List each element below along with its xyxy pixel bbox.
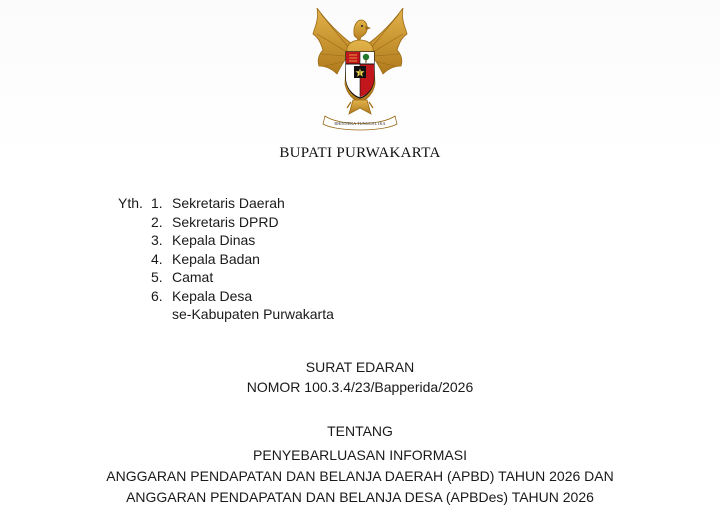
list-number: 2. (151, 213, 163, 230)
list-item (151, 231, 411, 250)
about-label: TENTANG (327, 423, 393, 439)
emblem-motto: BHINNEKA TUNGGAL IKA (334, 121, 386, 126)
subject-line: ANGGARAN PENDAPATAN DAN BELANJA DESA (APBDes) TAHUN 2026 (126, 489, 594, 505)
recipient-text: Camat (172, 269, 214, 285)
list-item (151, 287, 411, 306)
regent-title: BUPATI PURWAKARTA (279, 145, 441, 161)
subject-line: PENYEBARLUASAN INFORMASI (253, 447, 467, 463)
recipient-list (151, 194, 411, 305)
addressee-label: Yth. (118, 195, 143, 211)
garuda-emblem-icon (305, 4, 415, 136)
list-item (151, 250, 411, 269)
recipient-text: Sekretaris Daerah (172, 195, 285, 211)
recipient-text: Kepala Desa (172, 287, 253, 304)
list-number: 6. (151, 287, 163, 304)
recipient-text: Kepala Dinas (172, 232, 256, 248)
list-number: 3. (151, 232, 163, 248)
circular-number: NOMOR 100.3.4/23/Bapperida/2026 (246, 379, 474, 395)
circular-title: SURAT EDARAN (305, 359, 415, 375)
list-number: 4. (151, 250, 163, 267)
list-item (151, 213, 411, 232)
list-number: 5. (151, 269, 163, 285)
recipient-text: Sekretaris DPRD (172, 213, 279, 230)
list-item (151, 268, 411, 287)
recipient-text: Kepala Badan (172, 250, 260, 267)
list-number: 1. (151, 195, 163, 211)
list-item (151, 194, 411, 213)
subject-line: ANGGARAN PENDAPATAN DAN BELANJA DAERAH (APBD) TAHUN 2026 DAN (106, 468, 614, 484)
recipient-scope: se-Kabupaten Purwakarta (172, 306, 334, 322)
